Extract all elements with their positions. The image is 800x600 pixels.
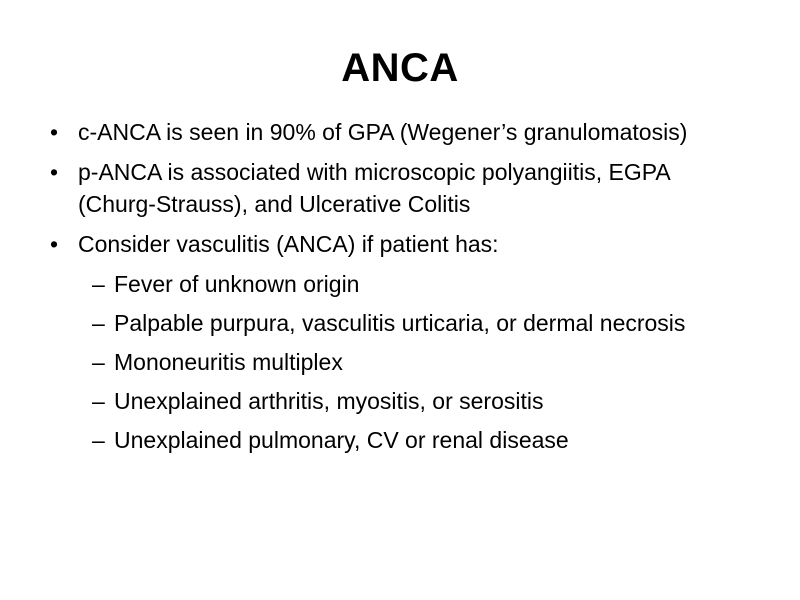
bullet-item (46, 116, 746, 148)
sub-bullet-text: Palpable purpura, vasculitis urticaria, or dermal necrosis (114, 310, 686, 336)
bullet-marker: • (50, 119, 59, 145)
sub-bullet-item (92, 424, 746, 456)
sub-bullet-marker: – (92, 271, 105, 297)
slide-title: ANCA (341, 46, 459, 90)
sub-bullet-item (92, 307, 746, 339)
sub-bullet-text: Fever of unknown origin (114, 271, 360, 297)
sub-bullet-marker: – (92, 349, 105, 375)
sub-bullet-text: Mononeuritis multiplex (114, 349, 343, 375)
bullet-item (46, 228, 746, 260)
sub-bullet-item (92, 385, 746, 417)
bullet-marker: • (50, 231, 59, 257)
sub-bullet-marker: – (92, 310, 105, 336)
sub-bullet-marker: – (92, 388, 105, 414)
slide-body (46, 116, 746, 463)
sub-bullet-item (92, 346, 746, 378)
bullet-text: c-ANCA is seen in 90% of GPA (Wegener’s granulomatosis) (78, 119, 688, 145)
sub-bullet-text: Unexplained arthritis, myositis, or serositis (114, 388, 544, 414)
sub-bullet-text: Unexplained pulmonary, CV or renal disease (114, 427, 569, 453)
bullet-item (46, 156, 746, 220)
bullet-text: p-ANCA is associated with microscopic polyangiitis, EGPA (Churg-Strauss), and Ulcerative Colitis (78, 159, 670, 217)
bullet-text: Consider vasculitis (ANCA) if patient has: (78, 231, 499, 257)
bullet-marker: • (50, 159, 59, 185)
sub-bullet-item (92, 268, 746, 300)
sub-bullet-marker: – (92, 427, 105, 453)
